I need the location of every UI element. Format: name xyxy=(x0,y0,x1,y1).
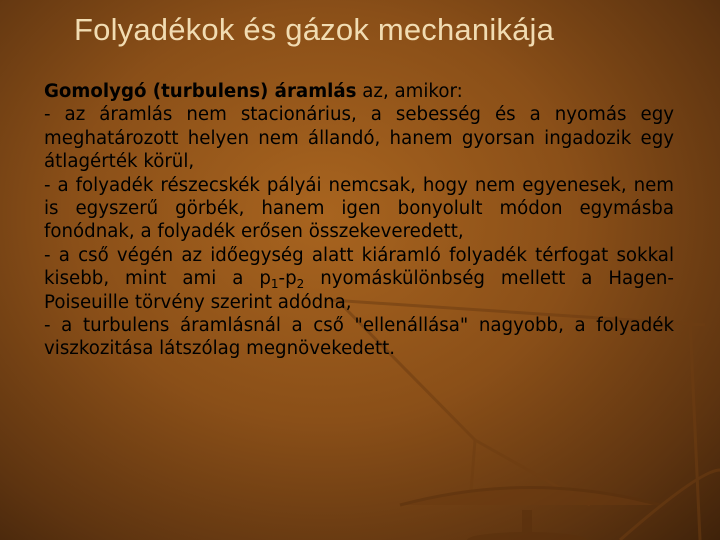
subscript-2: 2 xyxy=(296,277,305,292)
intro-line xyxy=(44,80,674,103)
list-item: - a folyadék részecskék pályái nemcsak, hogy nem egyenesek, nem is egyszerű görbék, hanem igen bonyolult módon egymásba fonódnak, a folyadék erősen összekeveredett, xyxy=(44,174,674,243)
intro-rest: az, amikor: xyxy=(356,81,463,102)
subscript-1: 1 xyxy=(270,277,279,292)
list-item: - a turbulens áramlásnál a cső "ellenállása" nagyobb, a folyadék viszkozitása látszólag megnövekedett. xyxy=(44,315,674,360)
list-item: - az áramlás nem stacionárius, a sebesség és a nyomás egy meghatározott helyen nem állandó, hanem gyorsan ingadozik egy átlagérték körül, xyxy=(44,104,674,173)
item3-text-a: - a cső végén az időegység alatt kiáramló folyadék térfogat sokkal kisebb, mint ami a p xyxy=(44,244,674,290)
item3-dash: -p xyxy=(278,268,297,290)
item3-text-b: nyomáskülönbség mellett a Hagen-Poiseuille törvény szerint adódna, xyxy=(44,268,674,313)
intro-term: Gomolygó (turbulens) áramlás xyxy=(44,81,357,102)
page-title: Folyadékok és gázok mechanikája xyxy=(74,12,555,47)
content-body xyxy=(44,80,674,361)
list-item xyxy=(44,244,674,314)
